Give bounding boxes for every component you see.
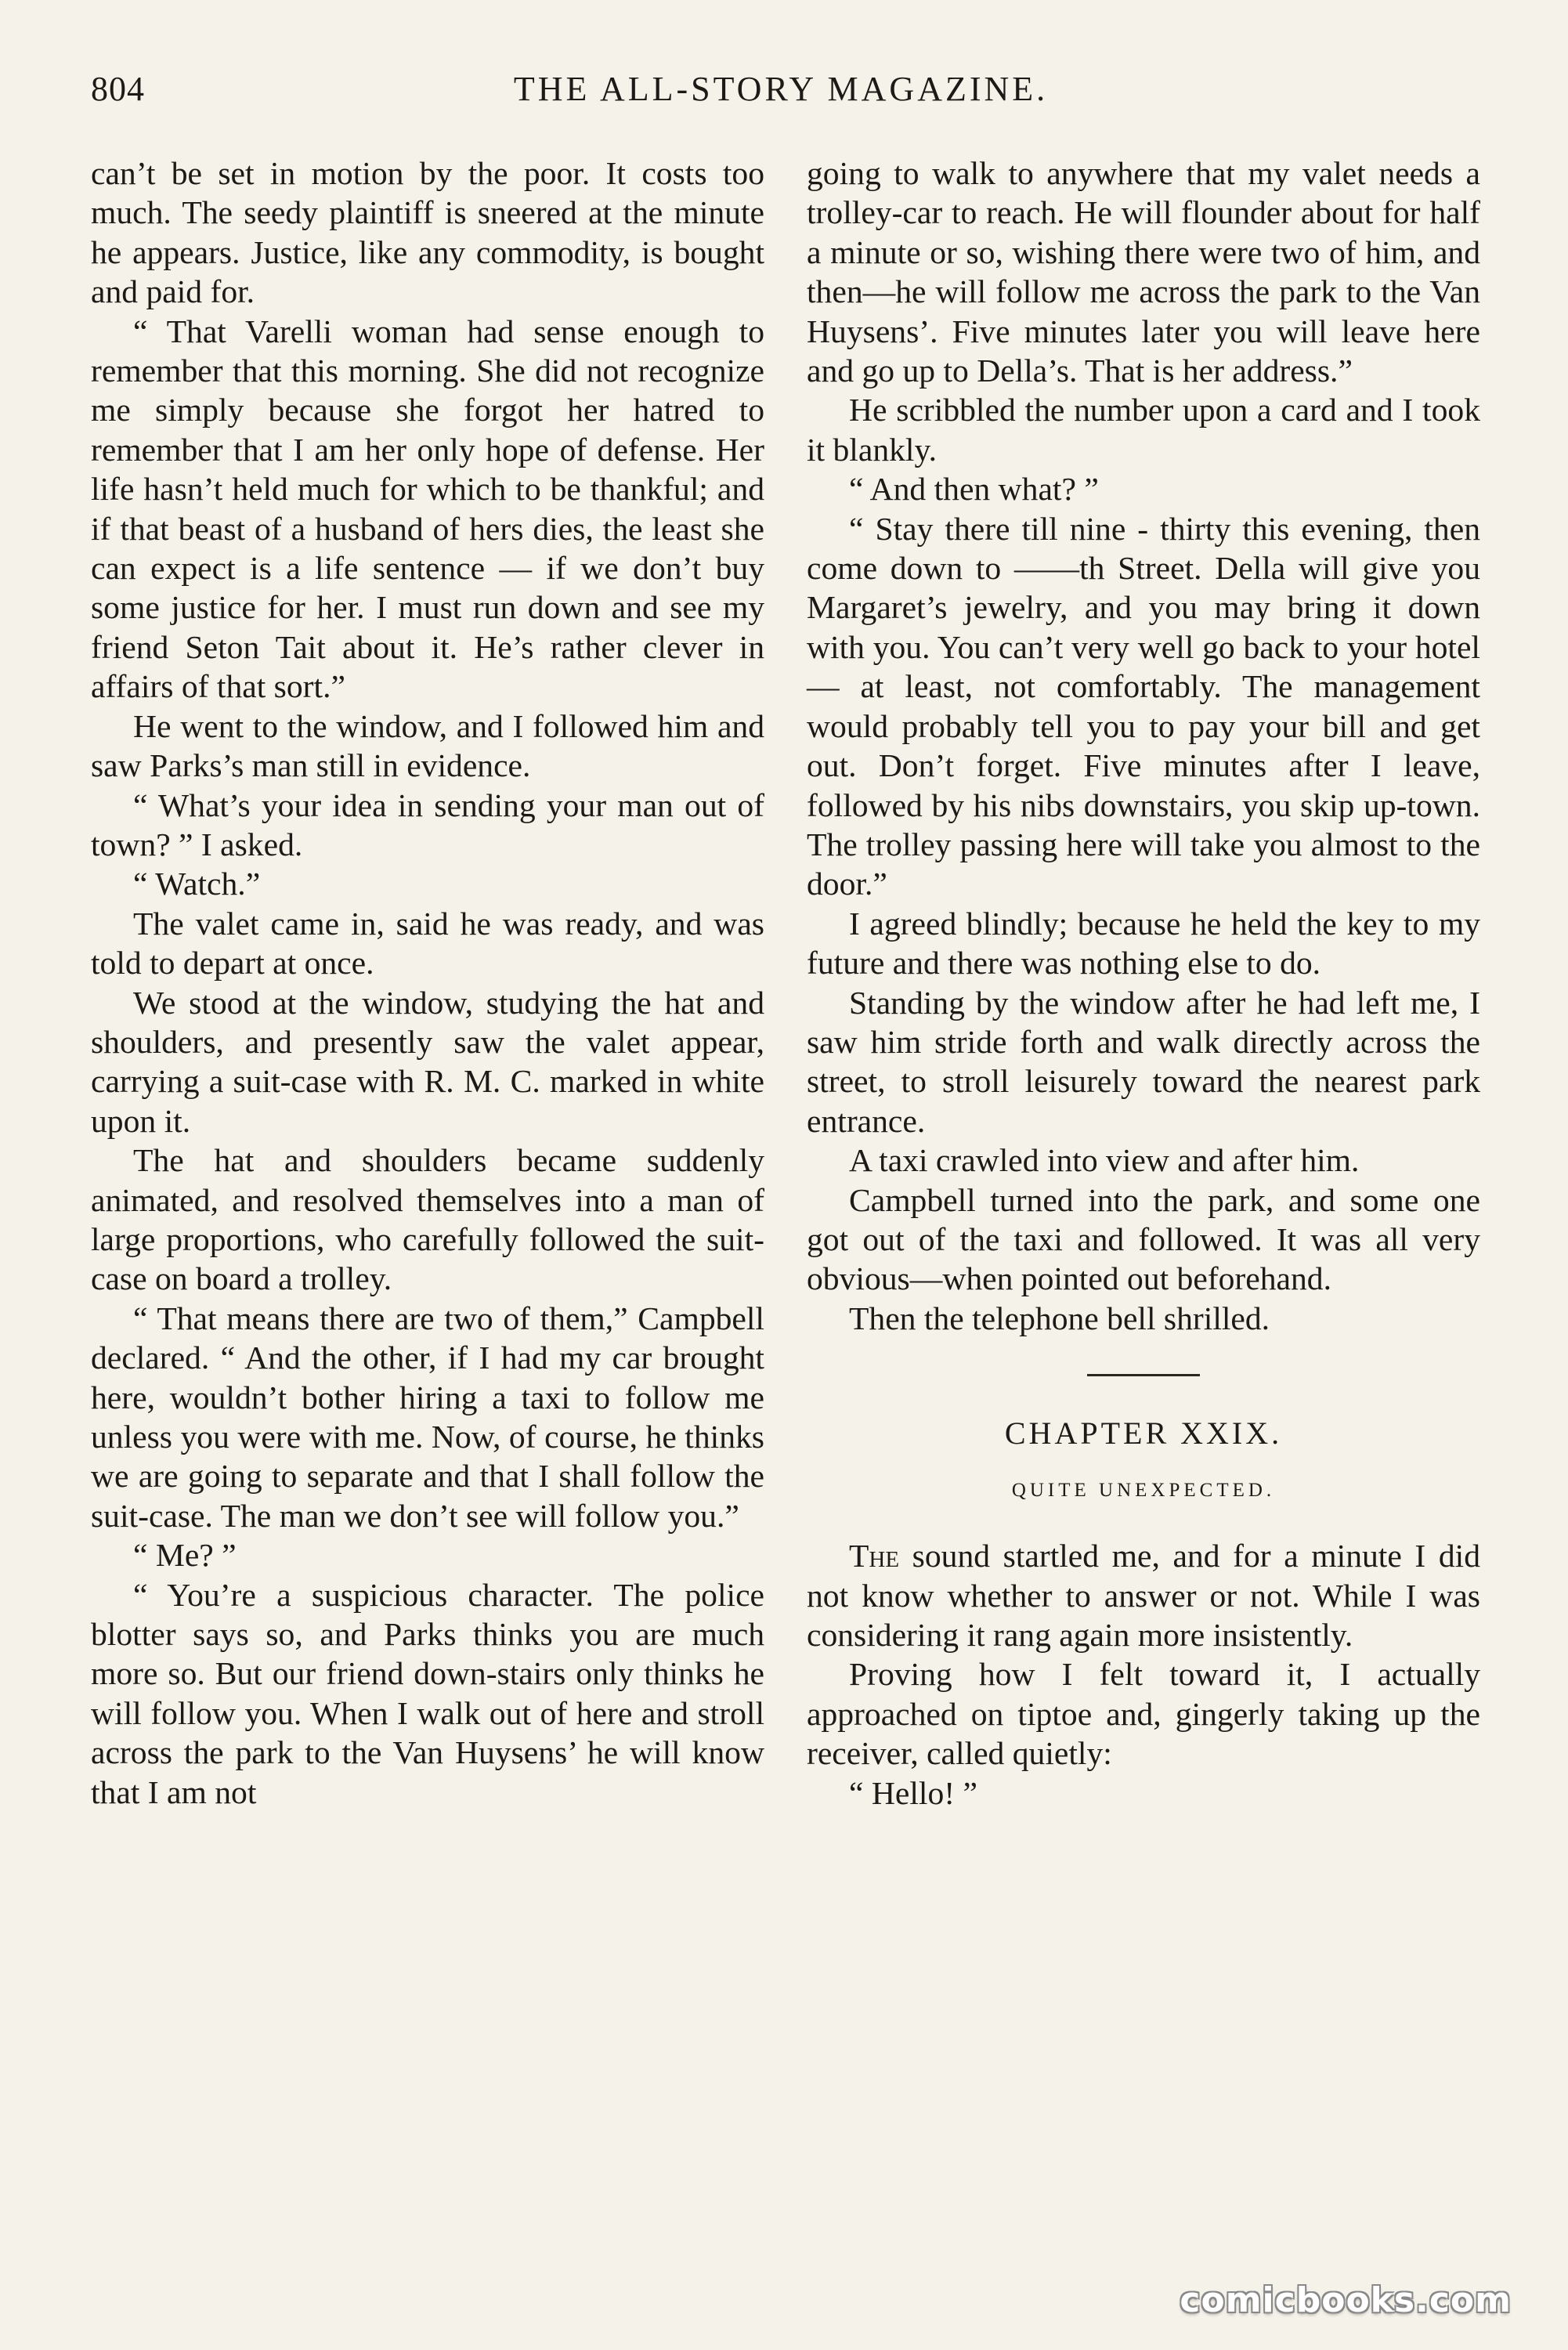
- running-title: THE ALL-STORY MAGAZINE.: [513, 70, 1049, 108]
- paragraph: “ Stay there till nine - thirty this evening, then come down to ——th Street. Della will give you Margaret’s jewelry, and you may bring it down with you. You can’t very well go back to your hotel — at least, not comfortably. The management would probably tell you to pay your bill and get out. Don’t forget. Five minutes after I leave, followed by his nibs downstairs, you skip up-town. The trolley passing here will take you almost to the door.”: [807, 510, 1480, 902]
- chapter-opening-word: The: [849, 1538, 900, 1574]
- paragraph: A taxi crawled into view and after him.: [849, 1142, 1360, 1179]
- watermark-logo: comicbooks.com: [1180, 2280, 1512, 2320]
- paragraph: can’t be set in motion by the poor. It costs too much. The seedy plaintiff is sneered at the minute he appears. Justice, like any commodity, is bought and paid for.: [91, 155, 764, 310]
- paragraph: He scribbled the number upon a card and I took it blankly.: [807, 392, 1480, 468]
- chapter-opening-text: sound startled me, and for a minute I did not know whether to answer or not. While I was considering it rang again more insistently.: [807, 1538, 1480, 1653]
- paragraph: Standing by the window after he had left me, I saw him stride forth and walk directly across the street, to stroll leisurely toward the nearest park entrance.: [807, 984, 1480, 1139]
- paragraph: “ That means there are two of them,” Campbell declared. “ And the other, if I had my car brought here, wouldn’t bother hiring a taxi to follow me unless you were with me. Now, of course, he thinks we are going to separate and that I shall follow the suit-case. The man we don’t see will follow you.”: [91, 1300, 764, 1534]
- chapter-divider-rule: [1087, 1374, 1200, 1376]
- paragraph: “ Watch.”: [133, 866, 261, 902]
- left-column: [91, 154, 764, 1812]
- paragraph: He went to the window, and I followed him and saw Parks’s man still in evidence.: [91, 707, 764, 784]
- paragraph: “ Me? ”: [133, 1537, 237, 1574]
- paragraph: Proving how I felt toward it, I actually approached on tiptoe and, gingerly taking up the receiver, called quietly:: [807, 1656, 1480, 1772]
- paragraph: I agreed blindly; because he held the key to my future and there was nothing else to do.: [807, 905, 1480, 982]
- paragraph: “ What’s your idea in sending your man out of town? ” I asked.: [91, 786, 764, 862]
- page-header: [91, 69, 1471, 116]
- paragraph: Then the telephone bell shrilled.: [849, 1300, 1270, 1336]
- paragraph: “ And then what? ”: [849, 471, 1099, 508]
- right-column: [807, 154, 1480, 1813]
- paragraph: “ Hello! ”: [849, 1774, 977, 1811]
- paragraph: The hat and shoulders became suddenly animated, and resolved themselves into a man of large proportions, who carefully followed the suit-case on board a trolley.: [91, 1142, 764, 1297]
- paragraph: The valet came in, said he was ready, and was told to depart at once.: [91, 905, 764, 982]
- chapter-opening-paragraph: [807, 1536, 1480, 1654]
- chapter-title: CHAPTER XXIX.: [1004, 1415, 1283, 1452]
- paragraph: “ That Varelli woman had sense enough to remember that this morning. She did not recognize me simply because she forgot her hatred to remember that I am her only hope of defense. Her life hasn’t held much for which to be thankful; and if that beast of a husband of hers dies, the least she can expect is a life sentence — if we don’t buy some justice for her. I must run down and see my friend Seton Tait about it. He’s rather clever in affairs of that sort.”: [91, 313, 764, 705]
- paragraph: Campbell turned into the park, and some one got out of the taxi and followed. It was all very obvious—when pointed out beforehand.: [807, 1181, 1480, 1297]
- paragraph: We stood at the window, studying the hat and shoulders, and presently saw the valet appear, carrying a suit-case with R. M. C. marked in white upon it.: [91, 984, 764, 1139]
- paragraph: “ You’re a suspicious character. The police blotter says so, and Parks thinks you are much more so. But our friend down-stairs only thinks he will follow you. When I walk out of here and stroll across the park to the Van Huysens’ he will know that I am not: [91, 1576, 764, 1810]
- page-number: 804: [91, 70, 145, 108]
- chapter-subtitle: QUITE UNEXPECTED.: [1011, 1480, 1276, 1502]
- paragraph: going to walk to anywhere that my valet needs a trolley-car to reach. He will flounder about for half a minute or so, wishing there were two of him, and then—he will follow me across the park to the Van Huysens’. Five minutes later you will leave here and go up to Della’s. That is her address.”: [807, 155, 1480, 389]
